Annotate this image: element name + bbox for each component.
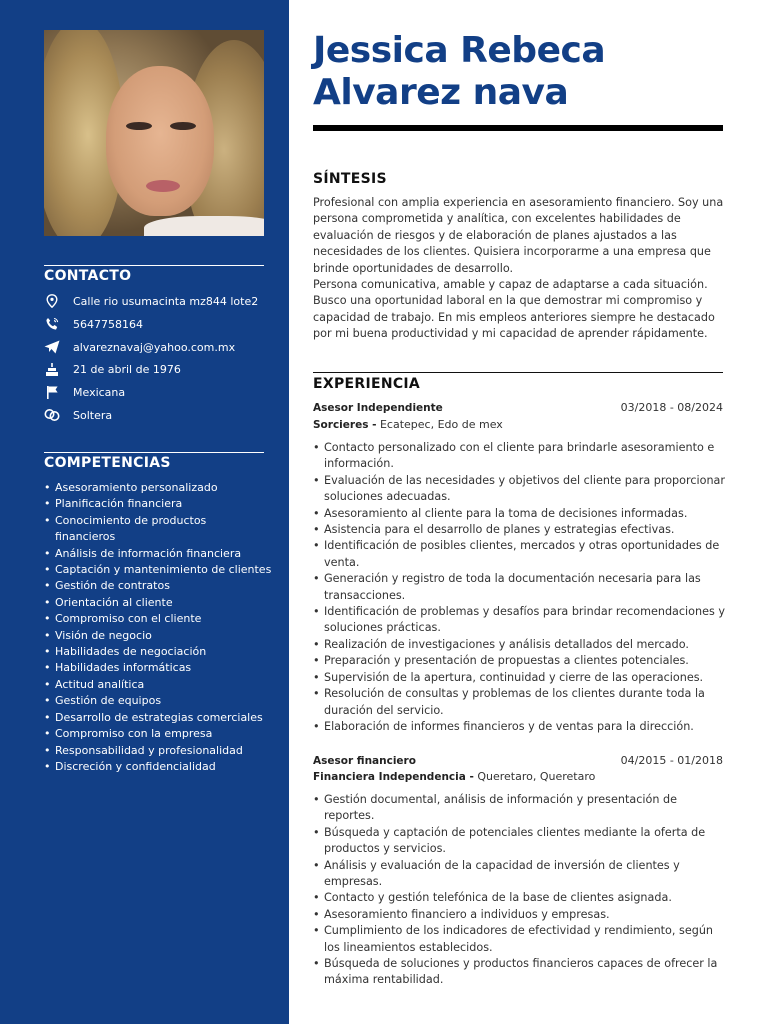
skill-item: • Responsabilidad y profesionalidad bbox=[44, 743, 279, 759]
job-duty: • Generación y registro de toda la documentación necesaria para las transacciones. bbox=[313, 571, 725, 604]
job-title: Asesor financiero bbox=[313, 755, 416, 767]
job-duty: • Contacto y gestión telefónica de la base de clientes asignada. bbox=[313, 890, 725, 906]
job-location: Queretaro, Queretaro bbox=[477, 770, 596, 783]
job-dates: 04/2015 - 01/2018 bbox=[620, 754, 723, 767]
skill-item: • Planificación financiera bbox=[44, 496, 279, 512]
skill-item: • Compromiso con la empresa bbox=[44, 726, 279, 742]
job-duties-list bbox=[313, 792, 725, 989]
skill-item: • Orientación al cliente bbox=[44, 595, 279, 611]
rings-icon bbox=[44, 407, 60, 423]
contact-heading: CONTACTO bbox=[44, 268, 132, 284]
job-duty: • Evaluación de las necesidades y objetivos del cliente para proporcionar soluciones adecuadas. bbox=[313, 473, 725, 506]
job-duty: • Identificación de posibles clientes, mercados y otras oportunidades de venta. bbox=[313, 538, 725, 571]
skill-item: • Habilidades informáticas bbox=[44, 660, 279, 676]
job-duty: • Contacto personalizado con el cliente para brindarle asesoramiento e información. bbox=[313, 440, 725, 473]
skills-heading: COMPETENCIAS bbox=[44, 455, 171, 471]
skill-item: • Actitud analítica bbox=[44, 677, 279, 693]
job-duty: • Asistencia para el desarrollo de planes y estrategias efectivas. bbox=[313, 522, 725, 538]
skill-item: • Gestión de contratos bbox=[44, 578, 279, 594]
send-icon bbox=[44, 339, 60, 355]
skill-item: • Desarrollo de estrategias comerciales bbox=[44, 710, 279, 726]
summary-paragraph-2: Persona comunicativa, amable y capaz de adaptarse a cada situación. Busco una oportunidad laboral en la que demostrar mi compromiso y capacidad de trabajo. En mis empleos anteriores siempre he destacado por mi buena productividad y mi capacidad de aprender rápidamente. bbox=[313, 278, 715, 341]
job-duty: • Preparación y presentación de propuestas a clientes potenciales. bbox=[313, 653, 725, 669]
contact-divider bbox=[44, 265, 264, 266]
job-location: Ecatepec, Edo de mex bbox=[379, 418, 503, 431]
job-duty: • Análisis y evaluación de la capacidad de inversión de clientes y empresas. bbox=[313, 858, 725, 891]
skill-item: • Habilidades de negociación bbox=[44, 644, 279, 660]
full-name bbox=[313, 30, 743, 114]
job-duties-list bbox=[313, 440, 725, 735]
job-duty: • Gestión documental, análisis de información y presentación de reportes. bbox=[313, 792, 725, 825]
phone-icon bbox=[44, 316, 60, 332]
contact-email bbox=[44, 337, 274, 357]
job-title: Asesor Independiente bbox=[313, 402, 443, 414]
profile-photo bbox=[44, 30, 264, 236]
skill-item: • Visión de negocio bbox=[44, 628, 279, 644]
name-line-2: Alvarez nava bbox=[313, 72, 569, 113]
experience-divider bbox=[313, 372, 723, 373]
job-duty: • Realización de investigaciones y análisis detallados del mercado. bbox=[313, 637, 725, 653]
job-dates: 03/2018 - 08/2024 bbox=[620, 401, 723, 414]
address-text: Calle rio usumacinta mz844 lote2 bbox=[73, 294, 259, 308]
skill-item: • Asesoramiento personalizado bbox=[44, 480, 279, 496]
location-pin-icon bbox=[44, 293, 60, 309]
experience-heading: EXPERIENCIA bbox=[313, 376, 421, 392]
job-company-line bbox=[313, 418, 503, 431]
email-text[interactable]: alvareznavaj@yahoo.com.mx bbox=[73, 340, 236, 354]
skill-item: • Captación y mantenimiento de clientes bbox=[44, 562, 279, 578]
skill-item: • Compromiso con el cliente bbox=[44, 611, 279, 627]
birthdate-text: 21 de abril de 1976 bbox=[73, 362, 181, 376]
job-duty: • Elaboración de informes financieros y de ventas para la dirección. bbox=[313, 719, 725, 735]
contact-phone bbox=[44, 314, 274, 334]
summary-text bbox=[313, 195, 725, 343]
nationality-text: Mexicana bbox=[73, 385, 126, 399]
name-line-1: Jessica Rebeca bbox=[313, 30, 606, 71]
skill-item: • Gestión de equipos bbox=[44, 693, 279, 709]
contact-birthdate bbox=[44, 359, 274, 379]
marital-status-text: Soltera bbox=[73, 408, 113, 422]
contact-marital-status bbox=[44, 405, 274, 425]
skill-item: • Análisis de información financiera bbox=[44, 546, 279, 562]
job-duty: • Cumplimiento de los indicadores de efectividad y rendimiento, según los lineamientos establecidos. bbox=[313, 923, 725, 956]
job-duty: • Asesoramiento financiero a individuos y empresas. bbox=[313, 907, 725, 923]
phone-text: 5647758164 bbox=[73, 317, 143, 331]
job-company-line bbox=[313, 770, 595, 783]
contact-nationality bbox=[44, 382, 274, 402]
summary-heading: SÍNTESIS bbox=[313, 171, 387, 187]
skill-item: • Conocimiento de productos bbox=[44, 513, 279, 529]
summary-paragraph-1: Profesional con amplia experiencia en asesoramiento financiero. Soy una persona comprometida y analítica, con excelentes habilidades de evaluación de riesgos y de elaboración de planes ajustados a las necesidades de los clientes. Quisiera incorporarme a una empresa que brinde oportunidades de desarrollo. bbox=[313, 196, 724, 275]
job-duty: • Supervisión de la apertura, continuidad y cierre de las operaciones. bbox=[313, 670, 725, 686]
skills-list bbox=[44, 480, 279, 775]
skill-item: • Discreción y confidencialidad bbox=[44, 759, 279, 775]
job-duty: • Búsqueda de soluciones y productos financieros capaces de ofrecer la máxima rentabilidad. bbox=[313, 956, 725, 989]
job-company: Financiera Independencia - bbox=[313, 771, 474, 783]
cake-icon bbox=[44, 361, 60, 377]
job-duty: • Asesoramiento al cliente para la toma de decisiones informadas. bbox=[313, 506, 725, 522]
skills-divider bbox=[44, 452, 264, 453]
job-company: Sorcieres - bbox=[313, 419, 377, 431]
flag-icon bbox=[44, 384, 60, 400]
sidebar bbox=[0, 0, 289, 1024]
skill-item-continuation: financieros bbox=[55, 530, 116, 544]
job-duty: • Resolución de consultas y problemas de los clientes durante toda la duración del servicio. bbox=[313, 686, 725, 719]
job-duty: • Identificación de problemas y desafíos para brindar recomendaciones y soluciones prácticas. bbox=[313, 604, 725, 637]
name-underline bbox=[313, 125, 723, 131]
job-duty: • Búsqueda y captación de potenciales clientes mediante la oferta de productos y servicios. bbox=[313, 825, 725, 858]
contact-address bbox=[44, 291, 274, 311]
